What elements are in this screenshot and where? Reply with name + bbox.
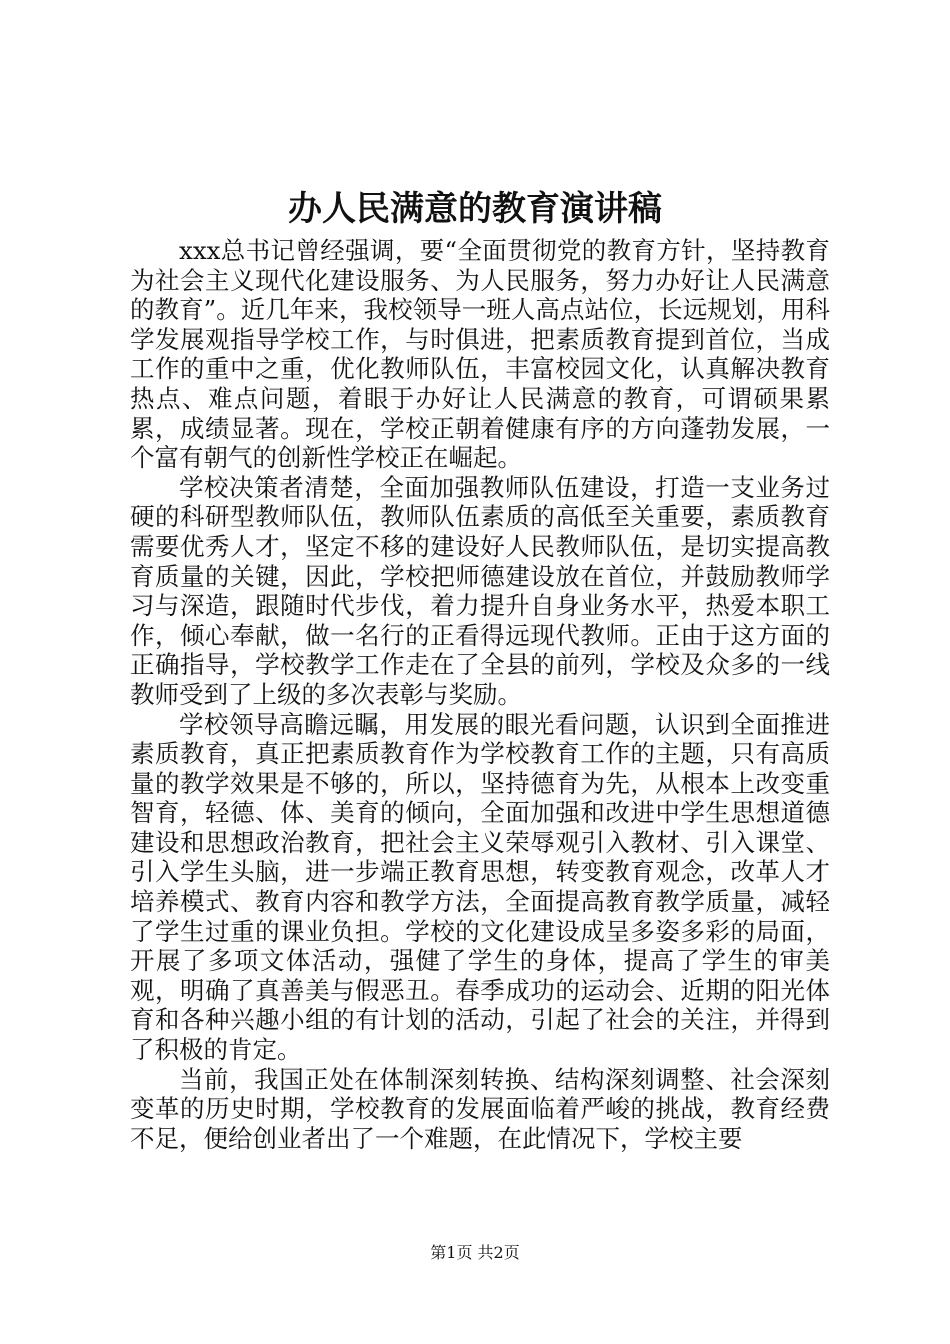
document-title: 办人民满意的教育演讲稿 [288,189,662,229]
page-footer [0,1242,950,1264]
paragraph-4: 当前，我国正处在体制深刻转换、结构深刻调整、社会深刻变革的历史时期，学校教育的发展面临着严峻的挑战，教育经费不足，便给创业者出了一个难题，在此情况下，学校主要 [130,1064,830,1153]
document-body [130,236,830,1153]
paragraph-2: 学校决策者清楚，全面加强教师队伍建设，打造一支业务过硬的科研型教师队伍，教师队伍素质的高低至关重要，素质教育需要优秀人才，坚定不移的建设好人民教师队伍，是切实提高教育质量的关键，因此，学校把师德建设放在首位，并鼓励教师学习与深造，跟随时代步伐，着力提升自身业务水平，热爱本职工作，倾心奉献，做一名行的正看得远现代教师。正由于这方面的正确指导，学校教学工作走在了全县的前列，学校及众多的一线教师受到了上级的多次表彰与奖励。 [130,472,830,709]
paragraph-3: 学校领导高瞻远瞩，用发展的眼光看问题，认识到全面推进素质教育，真正把素质教育作为学校教育工作的主题，只有高质量的教学效果是不够的，所以，坚持德育为先，从根本上改变重智育，轻德、体、美育的倾向，全面加强和改进中学生思想道德建设和思想政治教育，把社会主义荣辱观引入教材、引入课堂、引入学生头脑，进一步端正教育思想，转变教育观念，改革人才培养模式、教育内容和教学方法，全面提高教育教学质量，减轻了学生过重的课业负担。学校的文化建设成呈多姿多彩的局面，开展了多项文体活动，强健了学生的身体，提高了学生的审美观，明确了真善美与假恶丑。春季成功的运动会、近期的阳光体育和各种兴趣小组的有计划的活动，引起了社会的关注，并得到了积极的肯定。 [130,709,830,1065]
page-number: 第1页 共2页 [430,1243,520,1262]
paragraph-1: xxx总书记曾经强调，要“全面贯彻党的教育方针，坚持教育为社会主义现代化建设服务、为人民服务，努力办好让人民满意的教育”。近几年来，我校领导一班人高点站位，长远规划，用科学发展观指导学校工作，与时俱进，把素质教育提到首位，当成工作的重中之重，优化教师队伍，丰富校园文化，认真解决教育热点、难点问题，着眼于办好让人民满意的教育，可谓硕果累累，成绩显著。现在，学校正朝着健康有序的方向蓬勃发展，一个富有朝气的创新性学校正在崛起。 [130,236,830,473]
